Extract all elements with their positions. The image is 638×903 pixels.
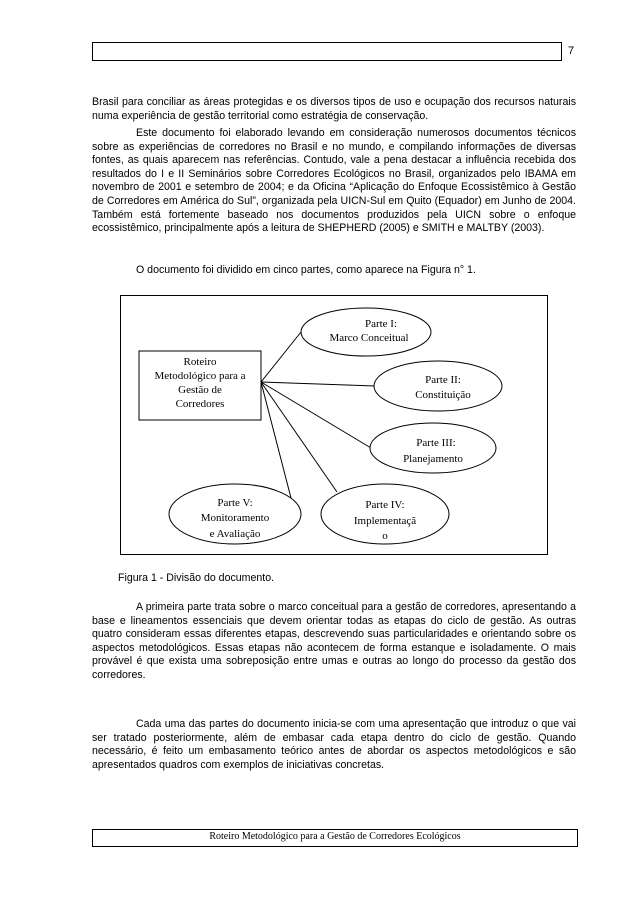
root-line-1: Roteiro [183, 356, 217, 368]
part-4-line-2: Implementaçã [353, 515, 417, 527]
paragraph-sources-text: Este documento foi elaborado levando em consideração numerosos documentos técnicos sobre as experiências de corredores no Brasil e no mundo, e compilando informações de diversas fontes, as quais aparecem nas referências. Contudo, vale a pena destacar a influência recebida dos resultados do I e II Seminários sobre Corredores Ecológicos no Brasil, organizados pelo IBAMA em novembro de 2001 e setembro de 2004; e da Oficina “Aplicação do Enfoque Ecossistêmico à Gestão de Corredores em América do Sul”, organizada pela UICN-Sul em Quito (Equador) em Junho de 2004. Também está fortemente baseado nos documentos produzidos pela UICN sobre o enfoque ecossistêmico, principalmente após a leitura de SHEPHERD (2005) e SMITH e MALTBY (2003). [92, 127, 576, 235]
root-line-4: Corredores [175, 398, 225, 410]
connector-part-4 [261, 382, 337, 492]
paragraph-structure-text: Cada uma das partes do documento inicia-se com uma apresentação que introduz o que vai ser tratado posteriormente, além de embasar cada etapa dentro do ciclo de gestão. Quando necessário, é feito um embasamento teórico antes de abordar os aspectos metodológicos e são apresentados quadros com exemplos de iniciativas concretas. [92, 718, 576, 771]
paragraph-intro-continuation: Brasil para conciliar as áreas protegidas e os diversos tipos de uso e ocupação dos recursos naturais numa experiência de gestão territorial como estratégia de conservação. [92, 96, 576, 122]
part-5-line-3: e Avaliação [209, 528, 261, 540]
part-1-line-1: Parte I: [364, 318, 398, 330]
part-2-ellipse [374, 361, 502, 411]
page-header-box [92, 42, 562, 61]
part-5-line-2: Monitoramento [200, 512, 270, 524]
figure-1-caption: Figura 1 - Divisão do documento. [118, 572, 275, 584]
part-2-line-2: Constituição [415, 389, 471, 401]
paragraph-first-part-text: A primeira parte trata sobre o marco conceitual para a gestão de corredores, apresentando a base e lineamentos essenciais que devem orientar todas as etapas do ciclo de gestão. As outras quatro consideram essas diferentes etapas, descrevendo suas particularidades e orientando sobre os aspectos metodológicos. Essas etapas não acontecem de forma estanque e isoladamente. O mais provável é que exista uma sobreposição entre umas e outras ao longo do processo da gestão dos corredores. [92, 601, 576, 681]
figure-1-diagram [120, 295, 548, 555]
part-1-line-2: Marco Conceitual [329, 332, 409, 344]
page-number: 7 [568, 45, 575, 57]
connector-part-2 [261, 382, 375, 386]
root-line-3: Gestão de [178, 384, 222, 396]
paragraph-structure [92, 718, 576, 772]
part-3-line-1: Parte III: [416, 437, 456, 449]
page-footer-box [92, 829, 578, 847]
connector-part-3 [261, 382, 371, 448]
connector-part-5 [261, 382, 291, 498]
paragraph-first-part [92, 601, 576, 683]
paragraph-division [92, 264, 576, 278]
part-2-line-1: Parte II: [425, 374, 461, 386]
connector-part-1 [261, 332, 301, 382]
figure-1-svg [121, 296, 547, 554]
paragraph-division-text: O documento foi dividido em cinco partes, como aparece na Figura n° 1. [136, 264, 476, 276]
part-3-line-2: Planejamento [403, 453, 463, 465]
part-5-line-1: Parte V: [217, 497, 253, 509]
part-4-line-1: Parte IV: [365, 499, 405, 511]
paragraph-sources [92, 127, 576, 236]
root-line-2: Metodológico para a [154, 370, 246, 382]
part-4-line-3: o [382, 530, 388, 542]
footer-title: Roteiro Metodológico para a Gestão de Corredores Ecológicos [209, 831, 461, 842]
